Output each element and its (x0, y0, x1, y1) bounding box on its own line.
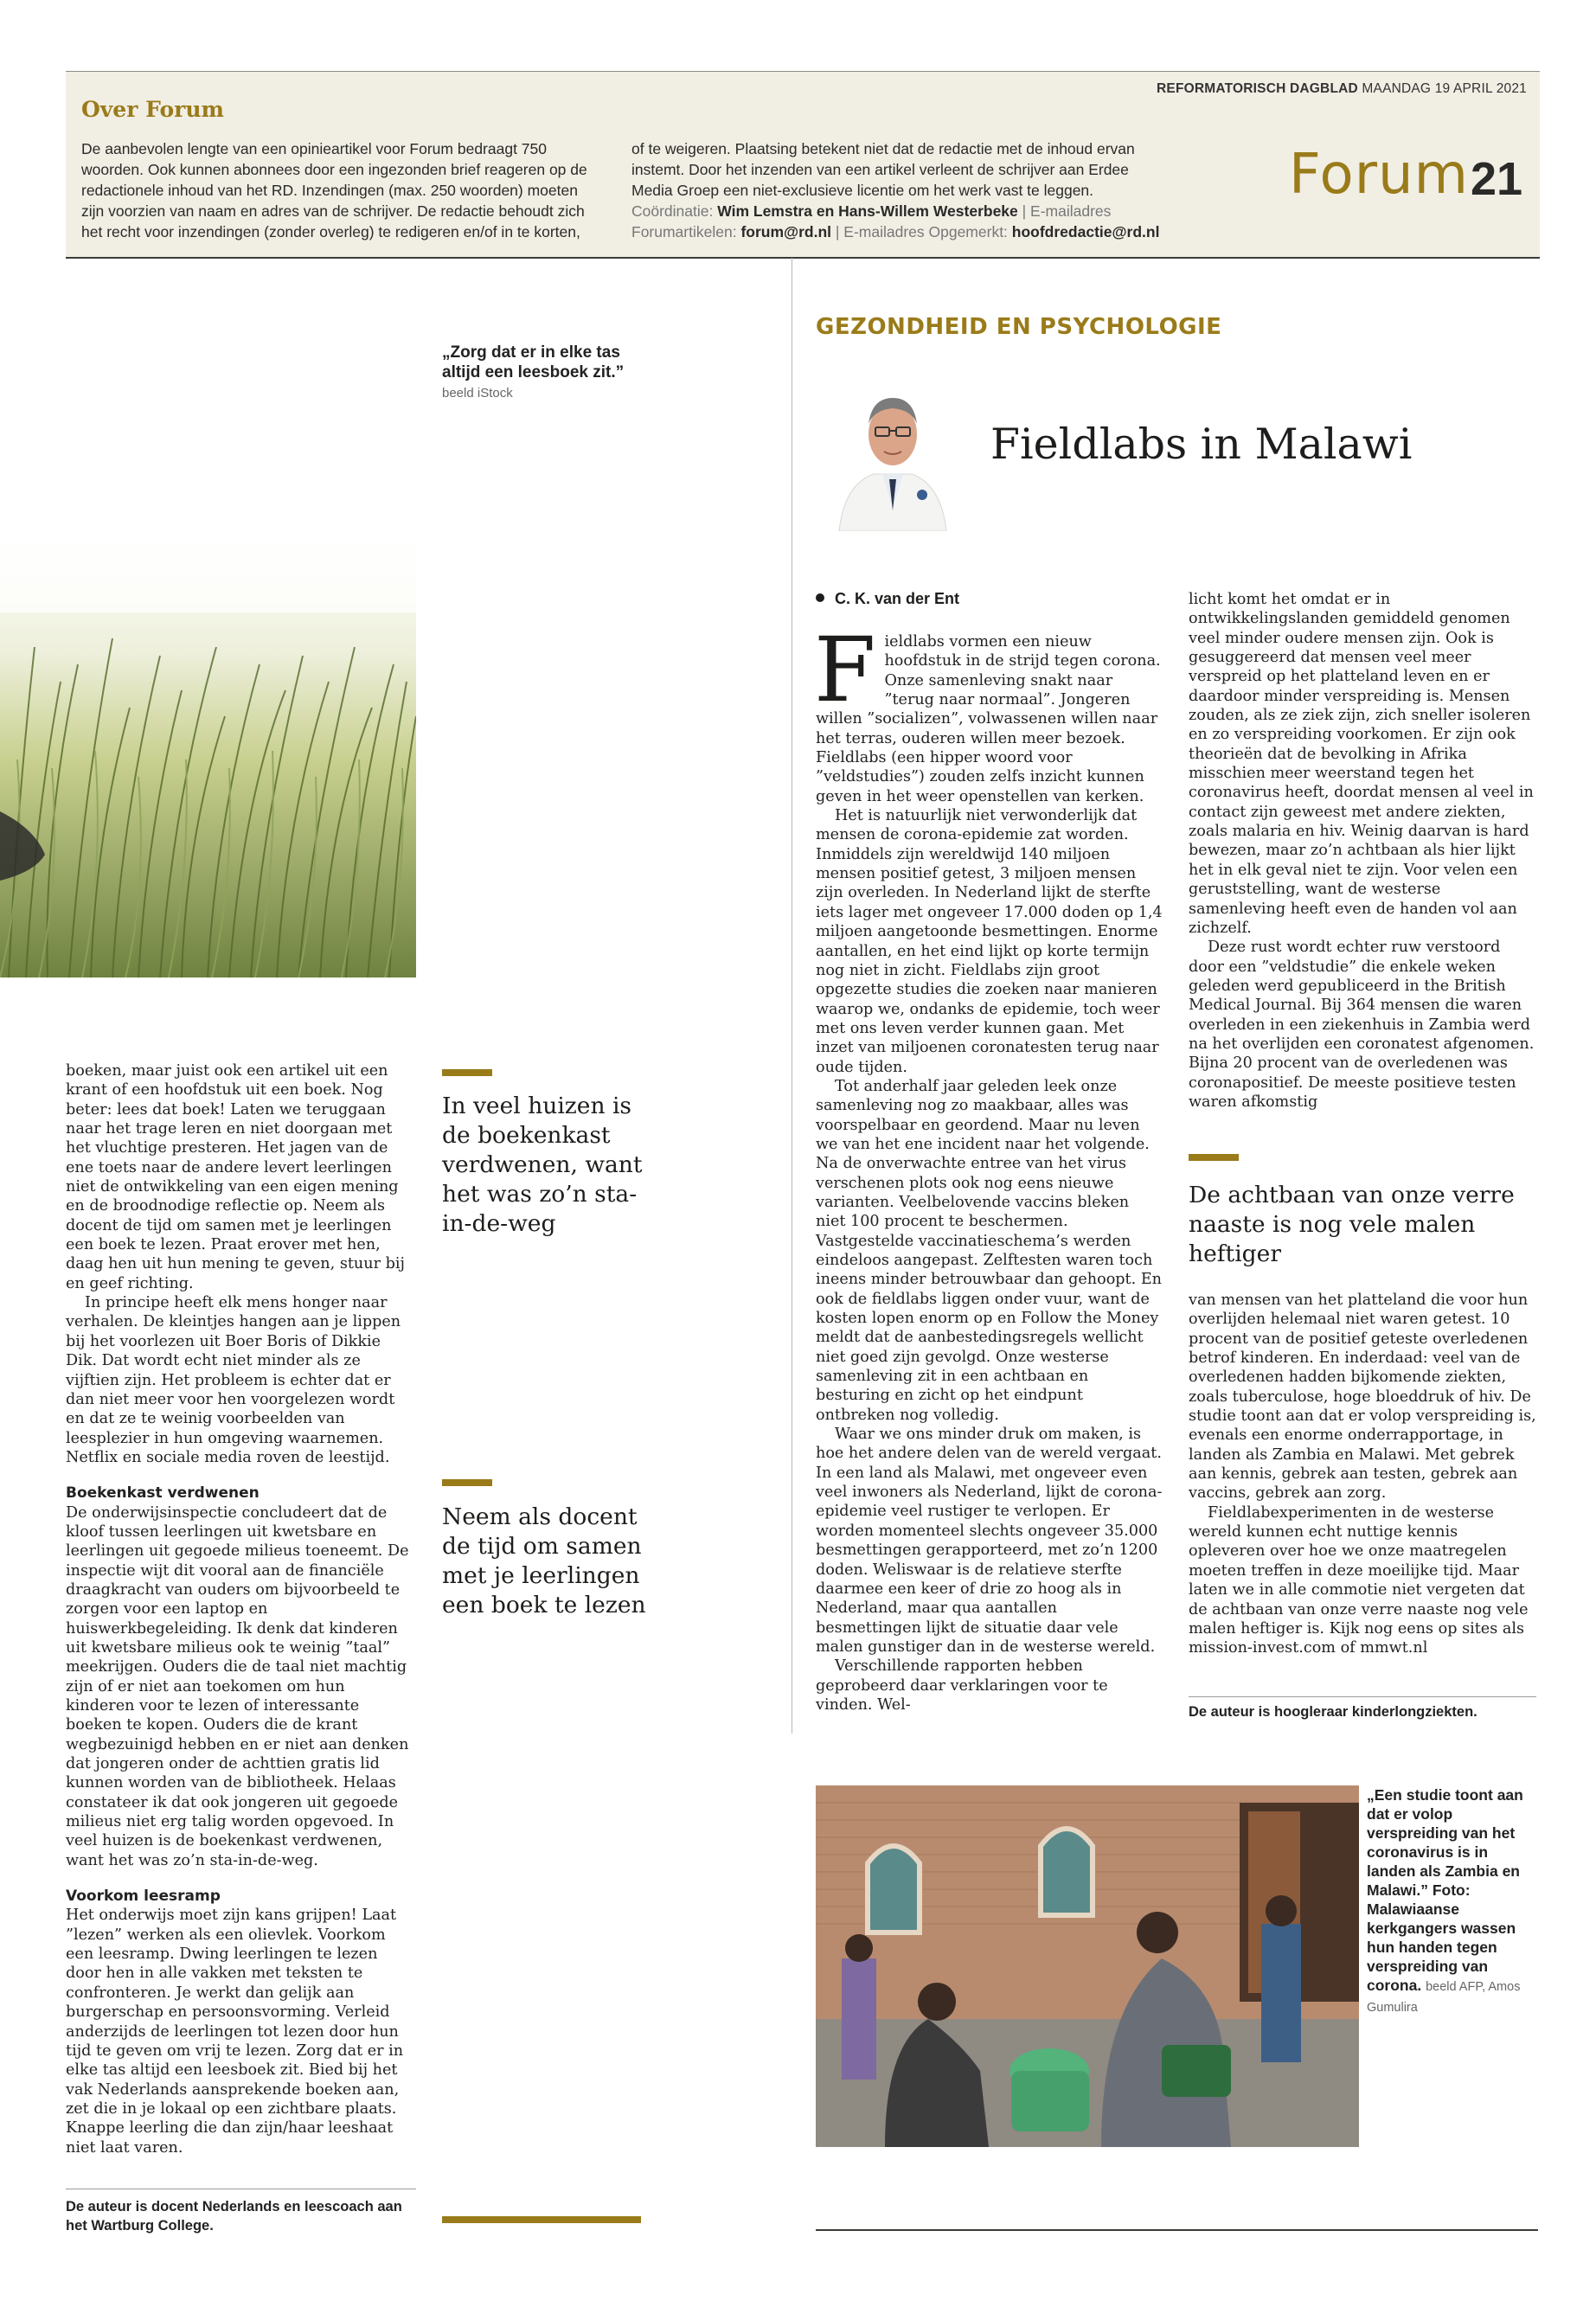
paragraph: Fieldlabexperimenten in de westerse wereld kunnen echt nuttige kennis opleveren over hoe we onze maatregelen moeten treffen in deze moeilijke tijd. Maar laten we in alle commotie niet vergeten dat de achtbaan van onze verre naaste nog vele malen heftiger is. Kijk nog eens op sites als mission-invest.com of mmwt.nl (1189, 1503, 1529, 1657)
email-line: Forumartikelen: forum@rd.nl | E-mailadres Opgemerkt: hoofdredactie@rd.nl (631, 223, 1160, 240)
page-bottom-rule (816, 2229, 1538, 2231)
pullquote: De achtbaan van onze verre naaste is nog vele malen heftiger (1189, 1182, 1515, 1267)
left-photo-caption: „Zorg dat er in elke tas altijd een leesboek zit.” beeld iStock (442, 343, 625, 401)
right-article-col2-continued (1189, 1291, 1536, 1658)
grass-illustration (0, 543, 416, 977)
rubric-label: GEZONDHEID EN PSYCHOLOGIE (816, 314, 1222, 340)
author-portrait-illustration (832, 379, 953, 531)
lead-paragraph: Fieldlabs vormen een nieuw hoofdstuk in de strijd tegen corona. Onze samenleving snakt naar ”terug naar normaal”. Jongeren willen ”socializen”, volwassenen willen naar het terras, ouderen willen meer bezoek. Fieldlabs (een hipper woord voor ”veldstudies”) zouden zelfs inzicht kunnen geven in het weer openstellen van kerken. (814, 619, 1161, 805)
header-line: woorden. Ook kunnen abonnees door een ingezonden brief reageren op de (81, 161, 587, 178)
byline-bullet (816, 593, 824, 602)
header-line: Media Groep een niet-exclusieve licentie om het werk vast te leggen. (631, 182, 1094, 199)
photo-credit: beeld AFP, Amos Gumulira (1367, 1980, 1521, 2015)
header-line: of te weigeren. Plaatsing betekent niet dat de redactie met de inhoud ervan (631, 140, 1135, 157)
photo-credit: beeld iStock (442, 386, 513, 401)
pullquote-accent-bar (442, 1479, 492, 1486)
opgemerkt-email-link[interactable]: hoofdredactie@rd.nl (1011, 223, 1160, 240)
header-line: zijn voorzien van naam en adres van de schrijver. De redactie behoudt zich (81, 202, 585, 220)
right-article-col1 (814, 619, 1163, 1715)
paper-dateline: REFORMATORISCH DAGBLAD MAANDAG 19 APRIL 2021 (1157, 81, 1527, 96)
right-article-col2 (1189, 590, 1536, 1112)
pullquote-accent-bar (442, 1069, 492, 1076)
paragraph: In principe heeft elk mens honger naar verhalen. De kleintjes hangen aan je lippen bij het voorlezen uit Boer Boris of Dikkie Dik. Dat wordt echt niet minder als ze vijftien zijn. Het probleem is echter dat er dan niet meer voor hen voorgelezen wordt en dat ze te weinig voorbeelden van leesplezier in hun omgeving waarnemen. Netflix en sociale media roven de leestijd. (66, 1294, 401, 1466)
paragraph: Deze rust wordt echter ruw verstoord door een ”veldstudie” die enkele weken geleden werd gepubliceerd in the British Medical Journal. Bij 364 mensen die waren overleden in een ziekenhuis in Zambia werd na het overlijden een coronatest afgenomen. Bijna 20 procent van de overledenen was coronapositief. De meeste positieve testen waren afkomstig (1189, 939, 1535, 1111)
over-forum-text-col1 (81, 138, 611, 242)
paragraph: Verschillende rapporten hebben geprobeerd daar verklaringen voor te vinden. Wel- (816, 1657, 1108, 1714)
over-forum-text-col2 (631, 138, 1168, 242)
coordination-line: Coördinatie: Wim Lemstra en Hans-Willem Westerbeke | E-mailadres (631, 202, 1112, 220)
pullquote-accent-bar (1189, 1154, 1239, 1161)
paragraph: Waar we ons minder druk om maken, is hoe het andere delen van de wereld vergaat. In een land als Malawi, met ongeveer even veel inwoners als Nederland, lijkt de corona-epidemie veel rustiger te verlopen. Er worden momenteel slechts ongeveer 35.000 besmettingen gerapporteerd, met zo’n 1200 doden. Weliswaar is de relatieve sterfte daarmee een keer of drie zo hoog als in Nederland, maar qua aantallen besmettingen lijkt de situatie daar vele malen gunstiger dan in de westerse wereld. (816, 1426, 1163, 1656)
bottom-accent-bar (442, 2216, 641, 2223)
subheading: Boekenkast verdwenen (66, 1484, 260, 1503)
paragraph: Het onderwijs moet zijn kans grijpen! Laat ”lezen” werken als een olievlek. Voorkom een leesramp. Dwing leerlingen te lezen door hen in alle vakken met teksten te confronteren. Je werkt dan gelijk aan burgerschap en persoonsvorming. Verleid anderzijds de leerlingen tot lezen door hun tijd te geven om vrij te lezen. Zorg dat er in elke tas altijd een leesboek zit. Bied bij het vak Nederlands aansprekende boeken aan, zet die in je lokaal op een zichtbare plaats. Knappe leerling die dan zijn/haar leeshaat niet laat varen. (66, 1907, 404, 2157)
header-line: redactionele inhoud van het RD. Inzendingen (max. 250 woorden) moeten (81, 182, 578, 199)
header-line: het recht voor inzendingen (zonder overleg) te redigeren en/of in te korten, (81, 223, 580, 240)
subheading: Voorkom leesramp (66, 1888, 221, 1906)
paragraph: De onderwijsinspectie concludeert dat de kloof tussen leerlingen uit kwetsbare en leerlingen uit gegoede milieus toeneemt. De inspectie wijt dit vooral aan de financiële draagkracht van ouders om bijvoorbeeld te zorgen voor een laptop en huiswerkbegeleiding. Ik denk dat kinderen uit kwetsbare milieus ook te weinig ”taal” meekrijgen. Ouders die de taal niet machtig zijn of er niet aan toekomen om hun kinderen voor te lezen of interessante boeken te kopen. Ouders die de krant wegbezuinigd hebben en er niet aan denken dat jongeren onder de achttien gratis lid kunnen worden van de bibliotheek. Helaas constateer ik dat ook jongeren uit gegoede milieus niet erg talig worden opgevoed. In veel huizen is de boekenkast verdwenen, want het was zo’n sta-in-de-weg. (66, 1503, 409, 1869)
pullquote: Neem als docent de tijd om samen met je leerlingen een boek te lezen (442, 1503, 646, 1618)
malawi-photo-illustration (816, 1785, 1359, 2147)
right-photo-caption: „Een studie toont aan dat er volop verspreiding van het coronavirus is in landen als Zambia en Malawi.” Foto: Malawiaanse kerkgangers wassen hun handen tegen verspreiding van corona. beeld AFP, Amos Gumulira (1367, 1786, 1523, 2015)
coordination-names: Wim Lemstra en Hans-Willem Westerbeke (717, 202, 1018, 220)
pullquote: In veel huizen is de boekenkast verdwenen, want het was zo’n sta-in-de-weg (442, 1093, 643, 1237)
right-author-note: De auteur is hoogleraar kinderlongziekten. (1189, 1704, 1477, 1720)
left-author-note: De auteur is docent Nederlands en leescoach aan het Wartburg College. (66, 2199, 402, 2234)
paragraph: boeken, maar juist ook een artikel uit een krant of een hoofdstuk uit een boek. Nog beter: lees dat boek! Laten we teruggaan naar het trage leren en niet doorgaan met het vluchtige presteren. Het jagen van de ene toets naar de andere levert leerlingen niet de ontwikkeling van een eigen mening en de broodnodige reflectie op. Neem als docent de tijd om samen met je leerlingen een boek te lezen. Praat erover met hen, daag hen uit hun mening te geven, stuur bij en geef richting. (66, 1062, 405, 1292)
page-number: 21 (1471, 153, 1523, 205)
grass-photo (0, 543, 416, 977)
paragraph: Het is natuurlijk niet verwonderlijk dat mensen de corona-epidemie zat worden. Inmiddels zijn wereldwijd 140 miljoen mensen positief getest, 3 miljoen mensen zijn overleden. In Nederland lijkt de sterfte iets lager met ongeveer 17.000 doden op 1,4 miljoen aangetoonde besmettingen. Enorme aantallen, en het eind lijkt op korte termijn nog niet in zicht. Fieldlabs zijn groot opgezette studies die zoeken naar manieren waarop we, ondanks de epidemie, toch weer met ons leven verder kunnen gaan. Met inzet van miljoenen coronatesten terug naar oude tijden. (816, 807, 1163, 1076)
forum-email-link[interactable]: forum@rd.nl (740, 223, 831, 240)
header-line: instemt. Door het inzenden van een artikel verleent de schrijver aan Erdee (631, 161, 1129, 178)
paragraph: licht komt het omdat er in ontwikkelingslanden gemiddeld genomen veel minder oudere mensen zijn. Ook is gesuggereerd dat mensen veel meer verspreid op het platteland leven en er daardoor minder verspreiding is. Mensen zouden, als ze ziek zijn, zich sneller isoleren en zo verspreiding voorkomen. Er zijn ook theorieën dat de bevolking in Afrika misschien meer weerstand tegen het coronavirus heeft, doordat mensen al veel in contact zijn geweest met andere ziekten, zoals malaria en hiv. Weinig daarvan is hard bewezen, maar zo’n achtbaan als hier lijkt het in elk geval niet te zijn. Voor velen een geruststelling, want de westerse samenleving heeft even de handen vol aan zichzelf. (1189, 591, 1534, 937)
malawi-handwashing-photo (816, 1785, 1359, 2147)
section-name: Forum (1289, 143, 1469, 207)
left-article-body (66, 1061, 416, 2157)
author-portrait (832, 379, 953, 531)
over-forum-title: Over Forum (81, 97, 224, 122)
author-note-rule (1189, 1696, 1536, 1697)
drop-cap: F (814, 619, 876, 722)
header-line: De aanbevolen lengte van een opinieartikel voor Forum bedraagt 750 (81, 140, 547, 157)
paragraph: Tot anderhalf jaar geleden leek onze samenleving nog zo maakbaar, alles was voorspelbaar en geordend. Maar nu leven we van het ene incident naar het volgende. Na de onverwachte entree van het virus verschenen plots ook nog eens nieuwe varianten. Veelbelovende vaccins bleken niet 100 procent te beschermen. Vastgestelde vaccinatieschema’s werden eindeloos aangepast. Zelftesten waren toch ineens minder betrouwbaar dan gehoopt. En ook de fieldlabs liggen onder vuur, want de kosten lopen enorm op en Follow the Money meldt dat de aanbestedingsregels wellicht niet goed zijn gevolgd. Onze westerse samenleving zit in een achtbaan en besturing en zicht op het eindpunt ontbreken nog volledig. (816, 1077, 1162, 1424)
byline: C. K. van der Ent (816, 590, 959, 608)
article-headline: Fieldlabs in Malawi (990, 420, 1413, 469)
paragraph: van mensen van het platteland die voor hun overlijden helemaal niet waren getest. 10 procent van de positief geteste overledenen betrof kinderen. En inderdaad: veel van de overledenen hadden bijkomende ziekten, zoals tuberculose, hoge bloeddruk of hiv. De studie toont aan dat er volop verspreiding is, evenals een enorme onderrapportage, in landen als Zambia en Malawi. Met gebrek aan kennis, gebrek aan testen, gebrek aan vaccins, gebrek aan zorg. (1189, 1292, 1536, 1503)
